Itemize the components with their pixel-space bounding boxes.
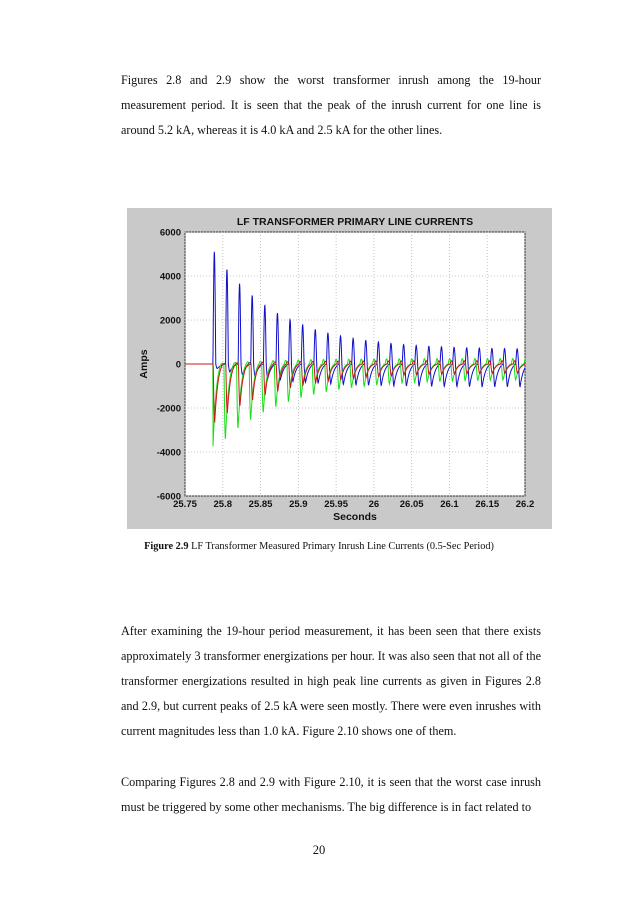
x-tick-label: 25.75	[173, 499, 197, 510]
figure-caption-label: Figure 2.9	[144, 541, 189, 552]
figure-chart	[127, 208, 552, 529]
page-number: 20	[312, 843, 326, 857]
x-tick-label: 25.9	[289, 499, 308, 510]
y-tick-label: 2000	[159, 315, 181, 327]
x-tick-label: 26	[368, 499, 380, 510]
y-tick-label: -2000	[156, 403, 181, 415]
paragraph-energizations: After examining the 19-hour period measurement, it has been seen that there exists approximately 3 transformer energizations per hour. It was also seen that not all of the transformer energizations resulted in high peak line currents as given in Figures 2.8 and 2.9, but current peaks of 2.5 kA were seen mostly. There were even inrushes with current magnitudes less than 1.0 kA. Figure 2.10 shows one of them.	[121, 624, 541, 738]
chart-title: LF TRANSFORMER PRIMARY LINE CURRENTS	[236, 216, 474, 228]
x-tick-label: 25.85	[248, 499, 273, 510]
y-tick-label: -4000	[156, 447, 181, 459]
x-tick-label: 26.15	[475, 499, 500, 510]
x-tick-label: 26.05	[399, 499, 424, 510]
y-tick-label: 0	[175, 359, 181, 371]
x-tick-labels	[173, 499, 534, 510]
figure-caption	[0, 540, 638, 554]
paragraph-comparison: Comparing Figures 2.8 and 2.9 with Figure 2.10, it is seen that the worst case inrush must be triggered by some other mechanisms. The big difference is in fact related to	[121, 775, 541, 814]
chart-x-axis-label: Seconds	[333, 511, 377, 523]
x-tick-label: 26.1	[440, 499, 459, 510]
y-tick-label: 6000	[159, 227, 181, 239]
y-tick-labels	[157, 228, 181, 503]
y-tick-label: -6000	[156, 491, 181, 503]
x-tick-label: 26.2	[515, 499, 535, 510]
x-tick-label: 25.8	[213, 499, 233, 510]
paragraph-intro: Figures 2.8 and 2.9 show the worst transformer inrush among the 19-hour measurement period. It is seen that the peak of the inrush current for one line is around 5.2 kA, whereas it is 4.0 kA and 2.5 kA for the other lines.	[121, 73, 541, 137]
figure-caption-text: LF Transformer Measured Primary Inrush Line Currents (0.5-Sec Period)	[191, 541, 494, 552]
x-tick-label: 25.95	[324, 499, 349, 510]
chart-y-axis-label: Amps	[138, 349, 150, 379]
line-chart	[127, 208, 552, 529]
y-tick-label: 4000	[159, 271, 181, 283]
